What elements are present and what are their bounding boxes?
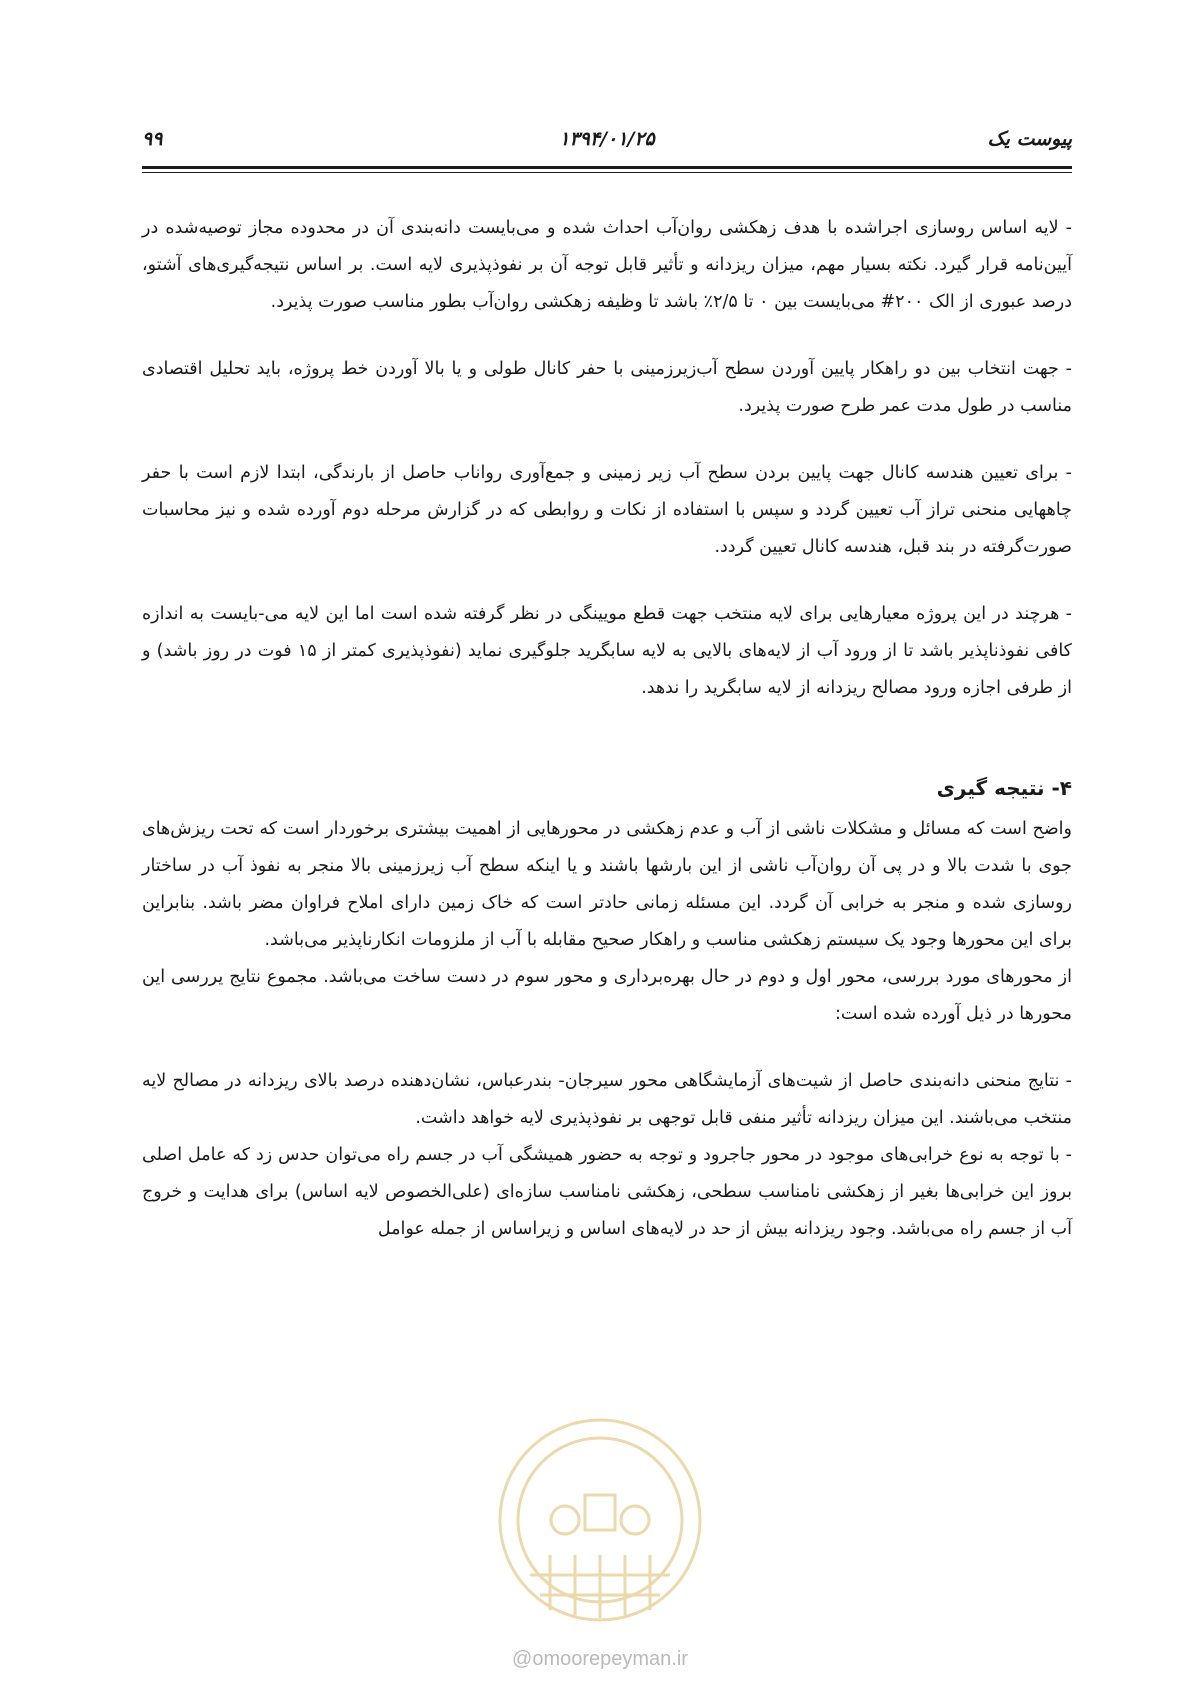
document-body (142, 210, 1072, 1248)
watermark-logo-icon (470, 1400, 730, 1650)
header-rule (142, 166, 1072, 169)
paragraph-axes-summary: از محورهای مورد بررسی، محور اول و دوم در حال بهره‌برداری و محور سوم در دست ساخت می‌باشد. مجموع نتایج یررسی این محورها در ذیل آورده شده است: (142, 967, 1072, 1024)
paragraph-conclusion-intro: واضح است که مسائل و مشکلات ناشی از آب و عدم زهکشی در محورهایی از اهمیت بیشتری برخوردار است که تحت ریزش‌های جوی با شدت بالا و در پی آن روان‌آب ناشی از این بارشها باشند و یا اینکه سطح آب زیرزمینی بالا منجر به نفوذ آب در ساختار روسازی شده و منجر به خرابی آن گردد. این مسئله زمانی حادتر است که خاک زمین دارای املاح فراوان مضر باشد. بنابراین برای این محورها وجود یک سیستم زهکشی مناسب و راهکار صحیح مقابله با آب از ملزومات انکارناپذیر می‌باشد. (142, 819, 1072, 950)
page-number: ۹۹ (142, 128, 163, 150)
page-header (142, 128, 1072, 164)
paragraph-jajrood-results: - با توجه به نوع خرابی‌های موجود در محور جاجرود و توجه به حضور همیشگی آب در جسم راه می‌توان حدس زد که عامل اصلی بروز این خرابی‌ها بغیر از زهکشی نامناسب سطحی، زهکشی نامناسب سازه‌ای (علی‌الخصوص لایه اساس) برای هدایت و خروج آب از جسم راه می‌باشد. وجود ریزدانه بیش از حد در لایه‌های اساس و زیراساس از جمله عوامل (142, 1145, 1072, 1239)
paragraph-capillary-layer: - هرچند در این پروژه معیارهایی برای لایه منتخب جهت قطع مویینگی در نظر گرفته شده است اما این لایه می-بایست به اندازه کافی نفوذناپذیر باشد تا از ورود آب از لایه‌های بالایی به لایه سابگرید جلوگیری نماید (نفوذپذیری کمتر از ۱۵ فوت در روز باشد) و از طرفی اجازه ورود مصالح ریزدانه از لایه سابگرید را ندهد. (142, 604, 1072, 698)
paragraph-groundwater: - جهت انتخاب بین دو راهکار پایین آوردن سطح آب‌زیرزمینی با حفر کانال طولی و یا بالا آوردن خط پروژه، باید تحلیل اقتصادی مناسب در طول مدت عمر طرح صورت پذیرد. (142, 359, 1072, 416)
section-title: پیوست یک (987, 128, 1072, 150)
paragraph-channel-geometry: - برای تعیین هندسه کانال جهت پایین بردن سطح آب زیر زمینی و جمع‌آوری رواناب حاصل از بارندگی، ابتدا لازم است با حفر چاههایی منحنی تراز آب تعیین گردد و سپس با استفاده از نکات و روابطی که در گزارش مرحله دوم آورده شده و نیز محاسبات صورت‌گرفته در بند قبل، هندسه کانال تعیین گردد. (142, 463, 1072, 557)
paragraph-base-layer: - لایه اساس روسازی اجراشده با هدف زهکشی روان‌آب احداث شده و می‌بایست دانه‌بندی آن در محدوده مجاز توصیه‌شده در آیین‌نامه قرار گیرد. نکته بسیار مهم، میزان ریزدانه و تأثیر قابل توجه آن بر نفوذپذیری لایه است. بر اساس نتیجه‌گیری‌های آشتو، درصد عبوری از الک ۲۰۰# می‌بایست بین ۰ تا ۲/۵٪ باشد تا وظیفه زهکشی روان‌آب بطور مناسب صورت پذیرد. (142, 218, 1072, 312)
paragraph-sirjan-results: - نتایج منحنی دانه‌بندی حاصل از شیت‌های آزمایشگاهی محور سیرجان- بندرعباس، نشان‌دهنده درصد بالای ریزدانه در مصالح لایه منتخب می‌باشند. این میزان ریزدانه تأثیر منفی قابل توجهی بر نفوذپذیری لایه خواهد داشت. (142, 1071, 1072, 1128)
header-rule-thin (142, 172, 1072, 173)
section-heading: ۴- نتیجه گیری (936, 776, 1072, 800)
header-date: ۱۳۹۴/۰۱/۲۵ (559, 128, 655, 150)
watermark-site-label: @omoorepeyman.ir (512, 1648, 688, 1670)
